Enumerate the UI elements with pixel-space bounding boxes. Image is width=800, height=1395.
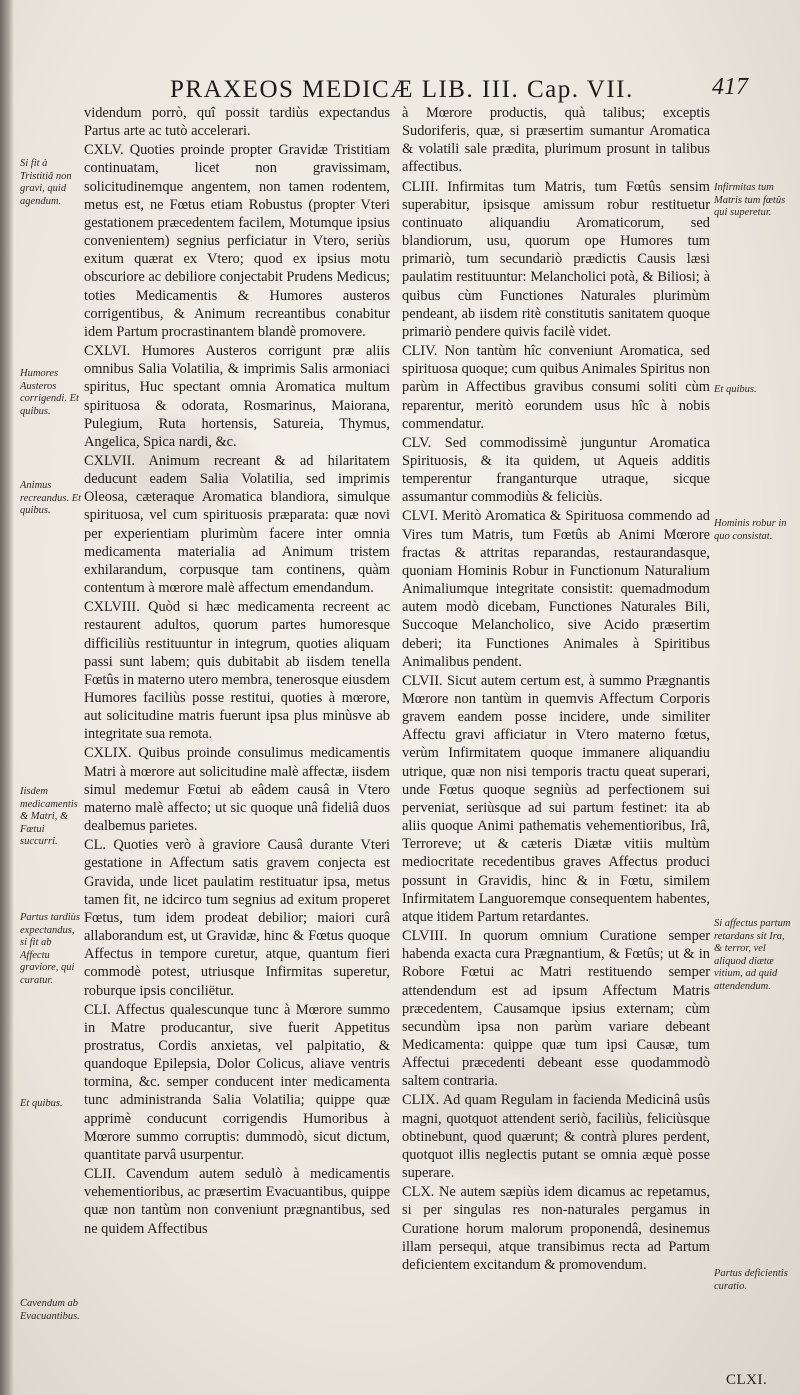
- running-title: PRAXEOS MEDICÆ LIB. III. Cap. VII.: [170, 76, 634, 103]
- paragraph: à Mœrore productis, quà talibus; exceptis Sudoriferis, quæ, si præsertim sumantur Aromatica & volatili sale prædita, plurimum prosunt in talibus affectibus.: [402, 105, 710, 176]
- margin-note: Et quibus.: [714, 384, 757, 395]
- paragraph: CXLIX. Quibus proinde consulimus medicamentis Matri à mœrore aut solicitudine malè affectæ, iisdem simul medemur Fœtui ab eâdem causâ in Vtero materno malè affecto; ut sic quoque unâ fideliâ duos dealbemus parietes.: [84, 745, 390, 835]
- margin-note: Partus deficientis curatio.: [714, 1268, 788, 1292]
- paragraph: CLIV. Non tantùm hîc conveniunt Aromatica, sed spirituosa quoque; cum quibus Animales Spiritus non parùm in Affectibus gravibus consumi soliti cùm reparentur, meritò eorundem usus hîc à nobis commendatur.: [402, 343, 710, 432]
- paragraph: CLIII. Infirmitas tum Matris, tum Fœtûs sensim superabitur, ipsisque amissum robur restituetur continuato aliquandiu Aromaticorum, sed blandiorum, usu, quorum ope Humores tum primariò, tum secundariò prædictis Causis læsi paulatim restituuntur: Melancholici potà, & Biliosi; à quibus cùm Functiones Naturales plurimùm pendeant, ab iisdem ritè constitutis sanitatem quoque primariò pendere quivis facilè videt.: [402, 178, 710, 340]
- paragraph: videndum porrò, quî possit tardiùs expectandus Partus arte ac tutò accelerari.: [84, 105, 390, 140]
- paragraph: CXLVII. Animum recreant & ad hilaritatem deducunt eadem Salia Volatilia, sed imprimis Oleosa, cæteraque Aromatica blandiora, simulque spirituosa, vel cum spirituosis præparata: quæ novi per experientiam plurimùm facere inter omnia medicamenta materialia ad Animum tristem exhilarandum, corpusque tam continens, quàm contentum à mœrore malè affectum emendandum.: [84, 452, 390, 597]
- paragraph: CXLVI. Humores Austeros corrigunt præ aliis omnibus Salia Volatilia, & imprimis Salis armoniaci spiritus, Huc spectant omnia Aromatica multum spirituosa & odorata, Rosmarinus, Maiorana, Pulegium, Ruta hortensis, Satureia, Thymus, Angelica, Spica nardi, &c.: [84, 343, 390, 450]
- margin-note: Humores Austeros corrigendi. Et quibus.: [20, 368, 79, 417]
- paragraph: CL. Quoties verò à graviore Causâ durante Vteri gestatione in Affectum satis gravem conjecta est Gravida, unde licet paulatim restituatur ipsa, metus tamen fit, ne idcirco tum segnius ad exitum properet Fœtus, tum idem prodeat debilior; maiori curâ allaborandum est, ut Gravidæ, hinc & Fœtus quoque Affectus in tempore curetur, atque, quantum fieri commodè potest, utriusque Infirmitas superetur, roburque ipsis conciliëtur.: [84, 837, 390, 999]
- left-column: [84, 104, 390, 1239]
- paragraph: CLV. Sed commodissimè junguntur Aromatica Spirituosis, & ita quidem, ut Aqueis additis temperentur franganturque utraque, sicque assumantur commodiùs & feliciùs.: [402, 434, 710, 506]
- margin-note: Si affectus partum retardans sit Ira, & terror, vel aliquod diætæ vitium, ad quid attendendum.: [714, 918, 791, 992]
- paragraph: CLVIII. In quorum omnium Curatione semper habenda exacta cura Prægnantium, & Fœtûs; ut & in Robore Fœtui ac Matri restituendo semper attendendum est ad ipsum Affectum Matris præcedentem, Causamque ipsius externam; cùm secundùm ipsa non parùm variare debeant Medicamenta: quippe quæ tum ipsi Causæ, tum Affectui præcedenti debeant esse quodammodò saltem contraria.: [402, 928, 710, 1090]
- right-column: [402, 104, 710, 1275]
- paragraph: CLII. Cavendum autem sedulò à medicamentis vehementioribus, ac præsertim Evacuantibus, quippe quæ non tantùm non conveniunt prægnantibus, sed ne quidem Affectibus: [84, 1166, 390, 1237]
- paragraph: CXLVIII. Quòd si hæc medicamenta recreent ac restaurent adultos, quorum partes humoresque difficiliùs restituuntur in integrum, quoties aliquam passi sunt labem; quis dubitabit ab iisdem tenella Fœtûs in materno utero membra, tenerosque eiusdem Humores faciliùs posse restitui, quoties à mœrore, aut solicitudine matris fuerunt ipsa plus minùsve ab integritate sua remota.: [84, 599, 390, 743]
- paragraph: CLIX. Ad quam Regulam in facienda Medicinâ usûs magni, quotquot attendent seriò, faciliùs, feliciùsque obtinebunt, quod quærunt; & contrà plures perdent, quotquot illis neglectis putant se omnia æquè posse superare.: [402, 1092, 710, 1182]
- paragraph: CLI. Affectus qualescunque tunc à Mœrore summo in Matre producantur, sive fuerit Appetitus prostratus, Cordis anxietas, vel palpitatio, & quandoque Epilepsia, Dolor Colicus, aliave ventris tormina, &c. semper conducent inter medicamenta tunc administranda Salia Volatilia; quippe quæ apprimè conducunt corrigendis Humoribus à Mœrore summo corruptis: dummodò, sicut dictum, quantitate parvâ usurpentur.: [84, 1001, 390, 1163]
- margin-note: Et quibus.: [20, 1098, 63, 1109]
- paragraph: CLVI. Meritò Aromatica & Spirituosa commendo ad Vires tum Matris, tum Fœtûs ab Animi Mœrore fractas & attritas reparandas, restaurandasque, quoniam Hominis Robur in Functionum Naturalium Animaliumque integritate consistit: quemadmodum autem modò dicebam, Functiones Naturales Bili, Succoque Melancholico, sive Acido præsertim deberi; ita Functiones Animales à Spiritibus Animalibus pendent.: [402, 508, 710, 670]
- margin-note: Iisdem medicamentis & Matri, & Fœtui succurri.: [20, 786, 78, 847]
- margin-note: Hominis robur in quo consistat.: [714, 518, 787, 542]
- margin-note: Animus recreandus. Et quibus.: [20, 480, 82, 516]
- page-binding-shadow: [0, 0, 14, 1395]
- paragraph: CLVII. Sicut autem certum est, à summo Prægnantis Mœrore non tantùm in quemvis Affectum Corporis gravem eandem posse incidere, unde similiter Affectu gravi afficiatur in Vtero materno fœtus, verùm Infirmitatem quoque immanere aliquandiu utrique, quæ non nisi temporis tractu queat superari, unde Fœtus quoque segniùs ad perfectionem sui perveniat, seriùsque ad sui partum festinet: ita ab aliis quoque Animi pathematis vehementioribus, Irâ, Terroreve; ut & cæteris Diætæ vitiis multùm mediocritate recedentibus graves Affectus produci possunt in Gravidis, hinc & in Fœtu, similem Infirmitatem Languoremque consequentem habentes, atque itidem Partum retardantes.: [402, 672, 710, 925]
- margin-note: Partus tardiùs expectandus, si fit ab Affectu graviore, qui curatur.: [20, 912, 80, 986]
- margin-note: Si fit à Tristitiâ non gravi, quid agendum.: [20, 158, 72, 207]
- margin-note: Cavendum ab Evacuantibus.: [20, 1298, 80, 1322]
- paragraph: CXLV. Quoties proinde propter Gravidæ Tristitiam continuatam, licet non gravissimam, solicitudinemque angentem, non tamen rodentem, metus est, ne Fœtus etiam Robustus (propter Vteri gestationem præcedentem facilem, Motumque ipsius convenientem) segnius perficiatur in Vtero, seriùs exitum quærat ex Vtero; quod ex ipsius motu obscuriore ac debiliore conjectabit Prudens Medicus; toties Medicamentis & Humores austeros corrigentibus, & Animum recreantibus conabitur idem Partum procrastinantem blandè promovere.: [84, 142, 390, 340]
- paragraph: CLX. Ne autem sæpiùs idem dicamus ac repetamus, si per singulas res non-naturales pergamus in Curatione horum malorum proponendâ, desinemus illam persequi, atque transibimus recta ad Partum deficientem excitandum & promovendum.: [402, 1184, 710, 1273]
- margin-note: Infirmitas tum Matris tum fœtûs qui superetur.: [714, 182, 786, 218]
- page-number: 417: [712, 74, 748, 100]
- catchword: CLXI.: [726, 1372, 768, 1388]
